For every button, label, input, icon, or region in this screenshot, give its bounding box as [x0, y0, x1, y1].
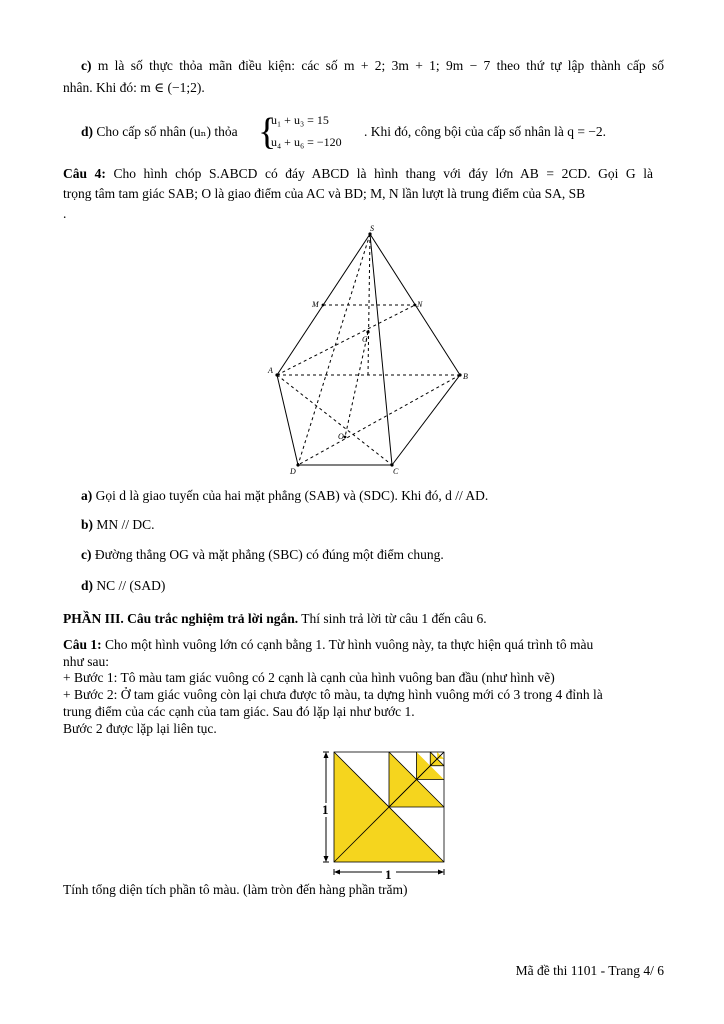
side-label-h: 1	[385, 867, 392, 880]
label-a: A	[268, 366, 273, 375]
diag-ac	[277, 375, 392, 465]
q4-d	[81, 577, 681, 595]
q4-b-text: MN // DC.	[96, 517, 155, 532]
p3q1-question: Tính tổng diện tích phần tô màu. (làm tròn đến hàng phần trăm)	[63, 882, 408, 897]
item-d-pre: Cho cấp số nhân (uₙ) thỏa	[96, 124, 238, 139]
q4-b-label: b)	[81, 517, 94, 532]
label-c: C	[393, 467, 399, 476]
item-c-label: c)	[81, 58, 92, 73]
q4-line1	[63, 165, 653, 183]
item-c-text1: m là số thực thỏa mãn điều kiện: các số m + 2; 3m + 1; 9m − 7 theo thứ tự lập thành cấp số	[97, 58, 665, 73]
q4-b	[81, 516, 681, 534]
q4-a-label: a)	[81, 488, 93, 503]
p3q1-repeat: Bước 2 được lặp lại liên tục.	[63, 721, 217, 736]
q4-text2: trọng tâm tam giác SAB; O là giao điểm của AC và BD; M, N lần lượt là trung điểm của SA, SB	[63, 186, 586, 201]
item-d-label: d)	[81, 124, 94, 139]
item-c-line1	[81, 57, 664, 75]
q4-text3: .	[63, 206, 67, 221]
edge-bc	[392, 375, 460, 465]
label-o: O	[338, 432, 344, 441]
q4-text1: Cho hình chóp S.ABCD có đáy ABCD là hình thang với đáy lớn AB = 2CD. Gọi G là	[113, 166, 653, 181]
part3-heading	[63, 610, 663, 628]
q4-a	[81, 487, 681, 505]
label-b: B	[463, 372, 468, 381]
item-d-line	[81, 123, 238, 141]
label-n: N	[417, 300, 423, 309]
label-d: D	[290, 467, 296, 476]
q4-c-text: Đường thẳng OG và mặt phẳng (SBC) có đúng một điểm chung.	[94, 547, 444, 562]
q4-a-text: Gọi d là giao tuyến của hai mặt phẳng (SAB) và (SDC). Khi đó, d // AD.	[95, 488, 489, 503]
p3q1-step1: + Bước 1: Tô màu tam giác vuông có 2 cạnh là cạnh của hình vuông ban đầu (như hình vẽ)	[63, 670, 555, 685]
p3q1-step2b: trung điểm của các cạnh của tam giác. Sau đó lặp lại như bước 1.	[63, 704, 415, 719]
label-g: G	[362, 335, 368, 344]
p3q1-text1: Cho một hình vuông lớn có cạnh bằng 1. Từ hình vuông này, ta thực hiện quá trình tô màu	[105, 637, 594, 652]
part3-intro: Thí sinh trả lời từ câu 1 đến câu 6.	[301, 611, 487, 626]
system-eq1: u₁ + u₃ = 15	[271, 113, 329, 127]
seg-og	[345, 332, 368, 437]
pyramid-figure	[260, 222, 475, 477]
q4-label: Câu 4:	[63, 166, 106, 181]
item-d-post: . Khi đó, công bội của cấp số nhân là q = −2.	[364, 124, 607, 139]
label-s: S	[370, 224, 374, 233]
p3q1-label: Câu 1:	[63, 637, 102, 652]
edge-ad	[277, 375, 298, 465]
p3q1-text2: như sau:	[63, 654, 109, 669]
system-brace: {	[258, 111, 277, 153]
q4-d-label: d)	[81, 578, 94, 593]
seg-an	[277, 305, 415, 375]
system-eq2: u₄ + u₆ = −120	[271, 135, 342, 149]
label-m: M	[312, 300, 319, 309]
q4-d-text: NC // (SAD)	[96, 578, 166, 593]
square-figure	[318, 748, 450, 880]
part3-title: PHẦN III. Câu trắc nghiệm trả lời ngắn.	[63, 611, 299, 626]
item-c-text2: nhân. Khi đó: m ∈ (−1;2).	[63, 80, 205, 95]
p3q1-step2a: + Bước 2: Ở tam giác vuông còn lại chưa được tô màu, ta dựng hình vuông mới có 3 trong 4 đỉnh là	[63, 687, 603, 702]
q4-c	[81, 546, 681, 564]
q4-c-label: c)	[81, 547, 92, 562]
page-footer: Mã đề thi 1101 - Trang 4/ 6	[515, 963, 664, 978]
median-s	[368, 234, 370, 375]
p3q1-line1	[63, 636, 663, 654]
side-label-v: 1	[322, 802, 329, 817]
edge-sc	[370, 234, 392, 465]
diag-bd	[298, 375, 460, 465]
edge-sd	[298, 234, 370, 465]
